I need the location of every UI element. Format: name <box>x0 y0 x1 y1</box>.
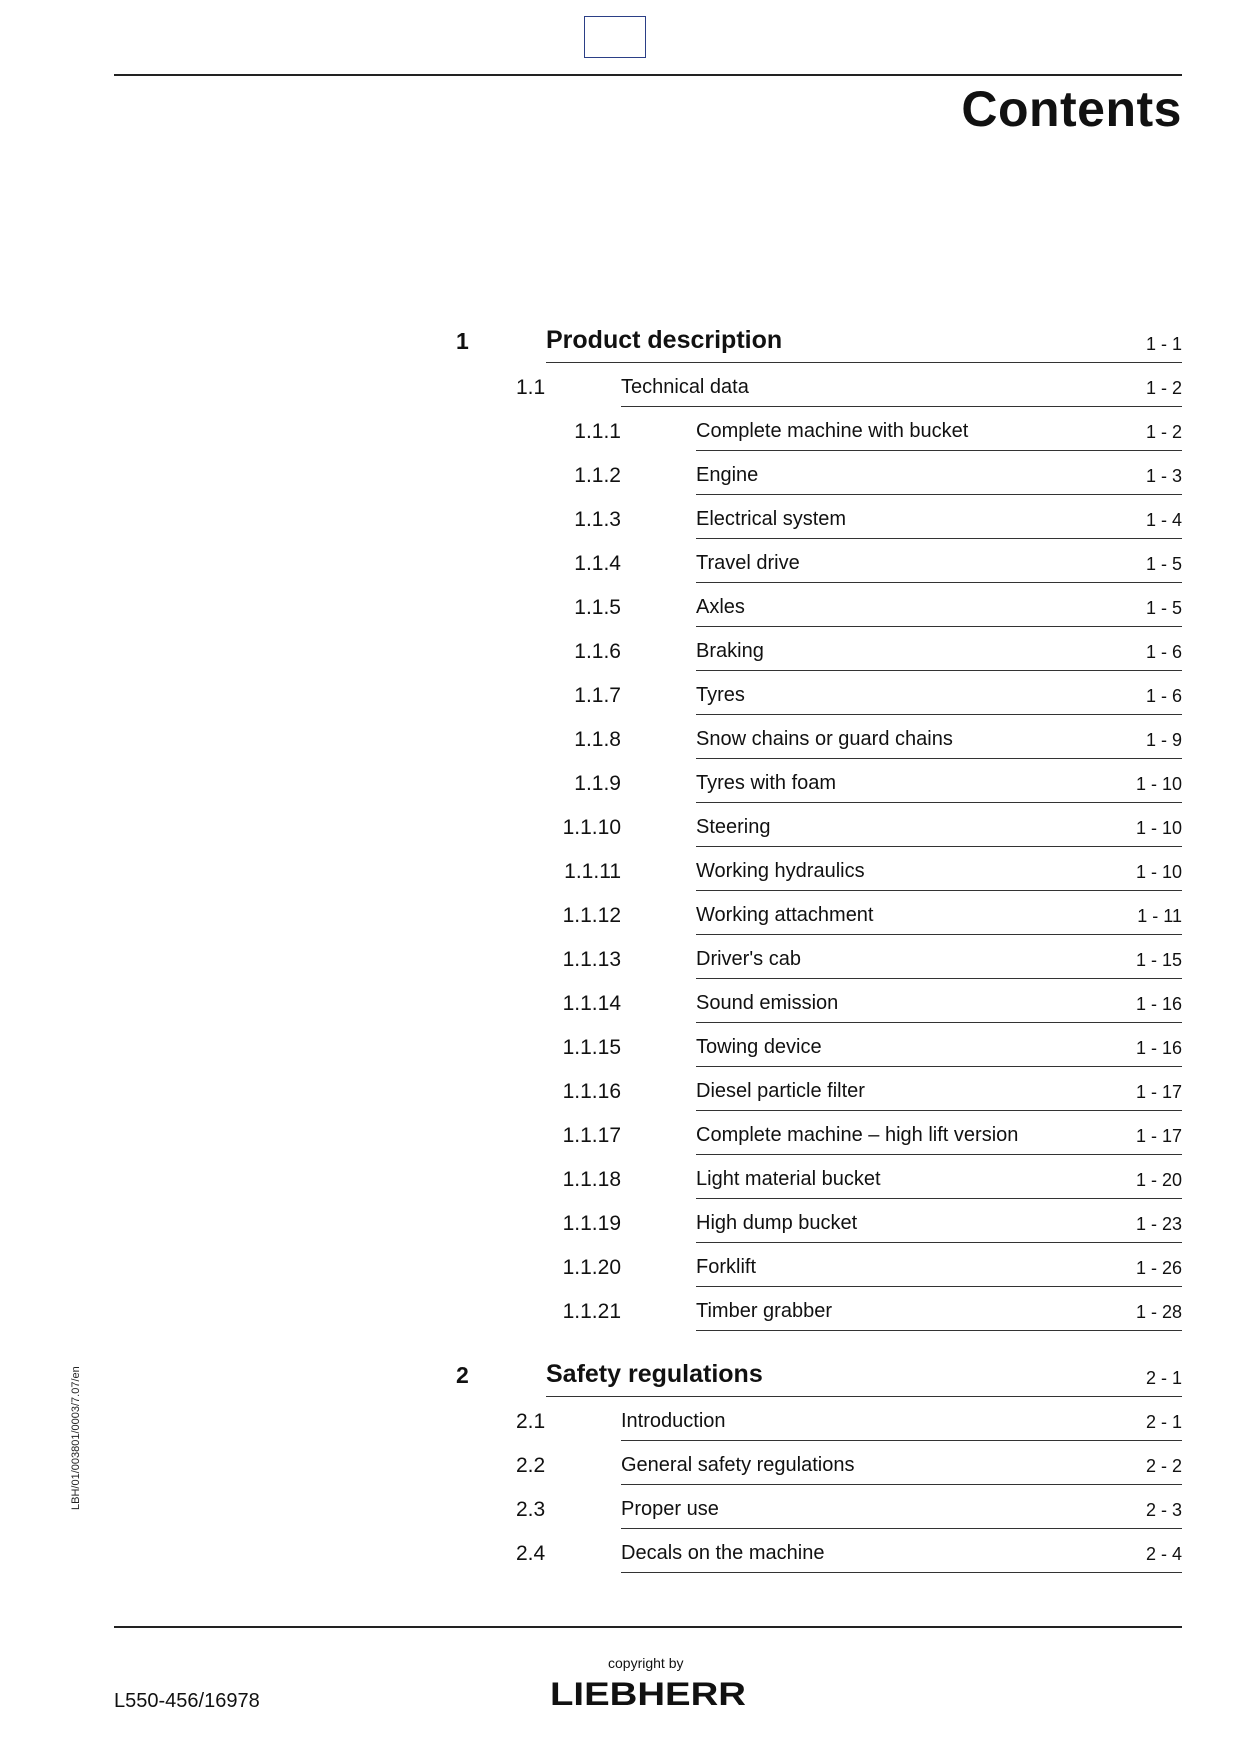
toc-entry[interactable] <box>0 630 1240 674</box>
toc-page: 1 - 10 <box>1135 774 1182 794</box>
toc-page: 1 - 20 <box>1135 1170 1182 1190</box>
toc-number: 1.1.13 <box>562 948 621 971</box>
toc-entry[interactable] <box>0 498 1240 542</box>
toc-number: 1.1.4 <box>574 552 621 575</box>
toc-page: 1 - 4 <box>1145 510 1182 530</box>
toc-page: 1 - 10 <box>1135 862 1182 882</box>
toc-entry[interactable] <box>0 1246 1240 1290</box>
toc-underline <box>696 450 1182 451</box>
toc-label[interactable]: Forklift <box>696 1256 756 1278</box>
toc-label[interactable]: Proper use <box>621 1498 719 1520</box>
toc-page: 1 - 26 <box>1135 1258 1182 1278</box>
toc-underline <box>696 758 1182 759</box>
toc-underline <box>696 714 1182 715</box>
toc-label[interactable]: Complete machine – high lift version <box>696 1124 1019 1146</box>
toc-entry[interactable] <box>0 762 1240 806</box>
toc-page: 1 - 9 <box>1145 730 1182 750</box>
toc-label[interactable]: Diesel particle filter <box>696 1080 865 1102</box>
toc-number: 2.3 <box>516 1498 546 1521</box>
toc-label[interactable]: Safety regulations <box>546 1360 763 1388</box>
toc-number: 1.1.1 <box>574 420 621 443</box>
toc-underline <box>696 1198 1182 1199</box>
toc-number: 1.1.16 <box>562 1080 621 1103</box>
toc-underline <box>696 978 1182 979</box>
toc-underline <box>696 670 1182 671</box>
toc-number: 1.1.10 <box>562 816 621 839</box>
toc-entry[interactable] <box>0 454 1240 498</box>
toc-underline <box>696 1242 1182 1243</box>
toc-page: 2 - 3 <box>1145 1500 1182 1520</box>
copyright-text: copyright by <box>608 1655 684 1671</box>
page-title: Contents <box>961 81 1182 137</box>
toc-page: 1 - 28 <box>1135 1302 1182 1322</box>
toc-number: 1.1.8 <box>574 728 621 751</box>
side-document-code: LBH/01/003801/0003/7.07/en <box>70 1366 82 1510</box>
toc-label[interactable]: Axles <box>696 596 745 618</box>
toc-number: 2.4 <box>516 1542 546 1565</box>
toc-underline <box>696 494 1182 495</box>
toc-label[interactable]: Snow chains or guard chains <box>696 728 953 750</box>
toc-label[interactable]: Driver's cab <box>696 948 801 970</box>
toc-underline <box>621 1440 1182 1441</box>
toc-number: 2.1 <box>516 1410 546 1433</box>
toc-number: 1.1.12 <box>562 904 621 927</box>
toc-label[interactable]: Decals on the machine <box>621 1542 825 1564</box>
toc-page: 1 - 16 <box>1135 994 1182 1014</box>
toc-underline <box>696 1110 1182 1111</box>
toc-entry[interactable] <box>0 1026 1240 1070</box>
toc-label[interactable]: Engine <box>696 464 759 486</box>
toc-label[interactable]: Product description <box>546 326 783 354</box>
toc-number: 2 <box>456 1362 469 1388</box>
toc-number: 1.1.15 <box>562 1036 621 1059</box>
toc-number: 1.1.17 <box>562 1124 621 1147</box>
toc-entry[interactable] <box>0 1444 1240 1488</box>
toc-entry[interactable] <box>0 1532 1240 1576</box>
toc-underline <box>621 1572 1182 1573</box>
toc-page: 1 - 2 <box>1145 422 1182 442</box>
toc-label[interactable]: Electrical system <box>696 508 847 530</box>
toc-label[interactable]: Timber grabber <box>696 1300 832 1322</box>
toc-entry[interactable] <box>0 806 1240 850</box>
toc-label[interactable]: Working hydraulics <box>696 860 865 882</box>
toc-chapter[interactable] <box>0 322 1240 366</box>
toc-underline <box>696 1022 1182 1023</box>
toc-page: 1 - 17 <box>1135 1082 1182 1102</box>
toc-label[interactable]: Tyres with foam <box>696 772 837 794</box>
toc-underline <box>696 934 1182 935</box>
document-number: L550-456/16978 <box>114 1690 260 1712</box>
toc-label[interactable]: Introduction <box>621 1410 726 1432</box>
toc-number: 1.1.14 <box>562 992 621 1015</box>
toc-entry[interactable] <box>0 586 1240 630</box>
toc-underline <box>621 1528 1182 1529</box>
toc-page: 1 - 16 <box>1135 1038 1182 1058</box>
toc-entry[interactable] <box>0 1290 1240 1334</box>
toc-number: 1.1.9 <box>574 772 621 795</box>
toc-underline <box>696 802 1182 803</box>
toc-page: 1 - 3 <box>1145 466 1182 486</box>
toc-entry[interactable] <box>0 1158 1240 1202</box>
toc-underline <box>546 362 1182 363</box>
toc-chapter[interactable] <box>0 1356 1240 1400</box>
toc-entry[interactable] <box>0 674 1240 718</box>
toc-entry[interactable] <box>0 1488 1240 1532</box>
toc-page: 1 - 2 <box>1145 378 1182 398</box>
toc-page: 1 - 1 <box>1145 334 1182 354</box>
toc-entry[interactable] <box>0 1202 1240 1246</box>
toc-page: 1 - 17 <box>1135 1126 1182 1146</box>
toc-underline <box>696 538 1182 539</box>
toc-page: 2 - 2 <box>1145 1456 1182 1476</box>
toc-page: 1 - 6 <box>1145 686 1182 706</box>
toc-label[interactable]: General safety regulations <box>621 1454 855 1476</box>
toc-underline <box>696 1154 1182 1155</box>
toc-label[interactable]: Complete machine with bucket <box>696 420 969 442</box>
toc-label[interactable]: Light material bucket <box>696 1168 881 1190</box>
toc-label[interactable]: High dump bucket <box>696 1212 858 1234</box>
toc-number: 1.1 <box>516 376 546 399</box>
toc-number: 1.1.19 <box>562 1212 621 1235</box>
toc-label[interactable]: Technical data <box>621 376 749 398</box>
toc-entry[interactable] <box>0 938 1240 982</box>
toc-underline <box>621 406 1182 407</box>
toc-page: 1 - 15 <box>1135 950 1182 970</box>
toc-underline <box>696 846 1182 847</box>
toc-number: 1.1.5 <box>574 596 621 619</box>
toc-page: 1 - 5 <box>1145 598 1182 618</box>
toc-number: 1.1.2 <box>574 464 621 487</box>
toc-entry[interactable] <box>0 366 1240 410</box>
toc-entry[interactable] <box>0 1114 1240 1158</box>
toc-label[interactable]: Travel drive <box>696 552 800 574</box>
toc-page: 1 - 6 <box>1145 642 1182 662</box>
toc-underline <box>696 582 1182 583</box>
footer-rule <box>114 1626 1182 1628</box>
toc-label[interactable]: Braking <box>696 640 764 662</box>
toc-number: 1.1.3 <box>574 508 621 531</box>
toc-entry[interactable] <box>0 410 1240 454</box>
toc-entry[interactable] <box>0 850 1240 894</box>
toc-page: 1 - 23 <box>1135 1214 1182 1234</box>
toc-number: 1.1.20 <box>562 1256 621 1279</box>
header-box <box>584 16 646 58</box>
toc-page: 1 - 10 <box>1135 818 1182 838</box>
toc-underline <box>621 1484 1182 1485</box>
toc-label[interactable]: Tyres <box>696 684 745 706</box>
toc-underline <box>696 1286 1182 1287</box>
toc-entry[interactable] <box>0 894 1240 938</box>
toc-number: 1 <box>456 328 469 354</box>
header-rule <box>114 74 1182 76</box>
toc-label[interactable]: Sound emission <box>696 992 839 1014</box>
toc-underline <box>696 1066 1182 1067</box>
toc-underline <box>696 1330 1182 1331</box>
toc-underline <box>696 626 1182 627</box>
toc-label[interactable]: Towing device <box>696 1036 822 1058</box>
toc-number: 1.1.6 <box>574 640 621 663</box>
toc-entry[interactable] <box>0 1400 1240 1444</box>
toc-underline <box>696 890 1182 891</box>
toc-number: 1.1.7 <box>574 684 621 707</box>
toc-page: 2 - 1 <box>1145 1412 1182 1432</box>
toc-entry[interactable] <box>0 718 1240 762</box>
toc-label[interactable]: Working attachment <box>696 904 874 926</box>
toc-label[interactable]: Steering <box>696 816 771 838</box>
toc-entry[interactable] <box>0 982 1240 1026</box>
liebherr-logo-text: LIEBHERR <box>550 1680 746 1708</box>
toc-entry[interactable] <box>0 1070 1240 1114</box>
toc-number: 1.1.18 <box>562 1168 621 1191</box>
toc-number: 1.1.11 <box>564 860 621 883</box>
toc-entry[interactable] <box>0 542 1240 586</box>
toc-number: 1.1.21 <box>562 1300 621 1323</box>
toc-page: 2 - 1 <box>1145 1368 1182 1388</box>
toc-page: 1 - 5 <box>1145 554 1182 574</box>
toc-page: 1 - 11 <box>1137 906 1182 926</box>
toc-underline <box>546 1396 1182 1397</box>
toc-number: 2.2 <box>516 1454 546 1477</box>
toc-page: 2 - 4 <box>1145 1544 1182 1564</box>
liebherr-logo <box>550 1680 746 1708</box>
